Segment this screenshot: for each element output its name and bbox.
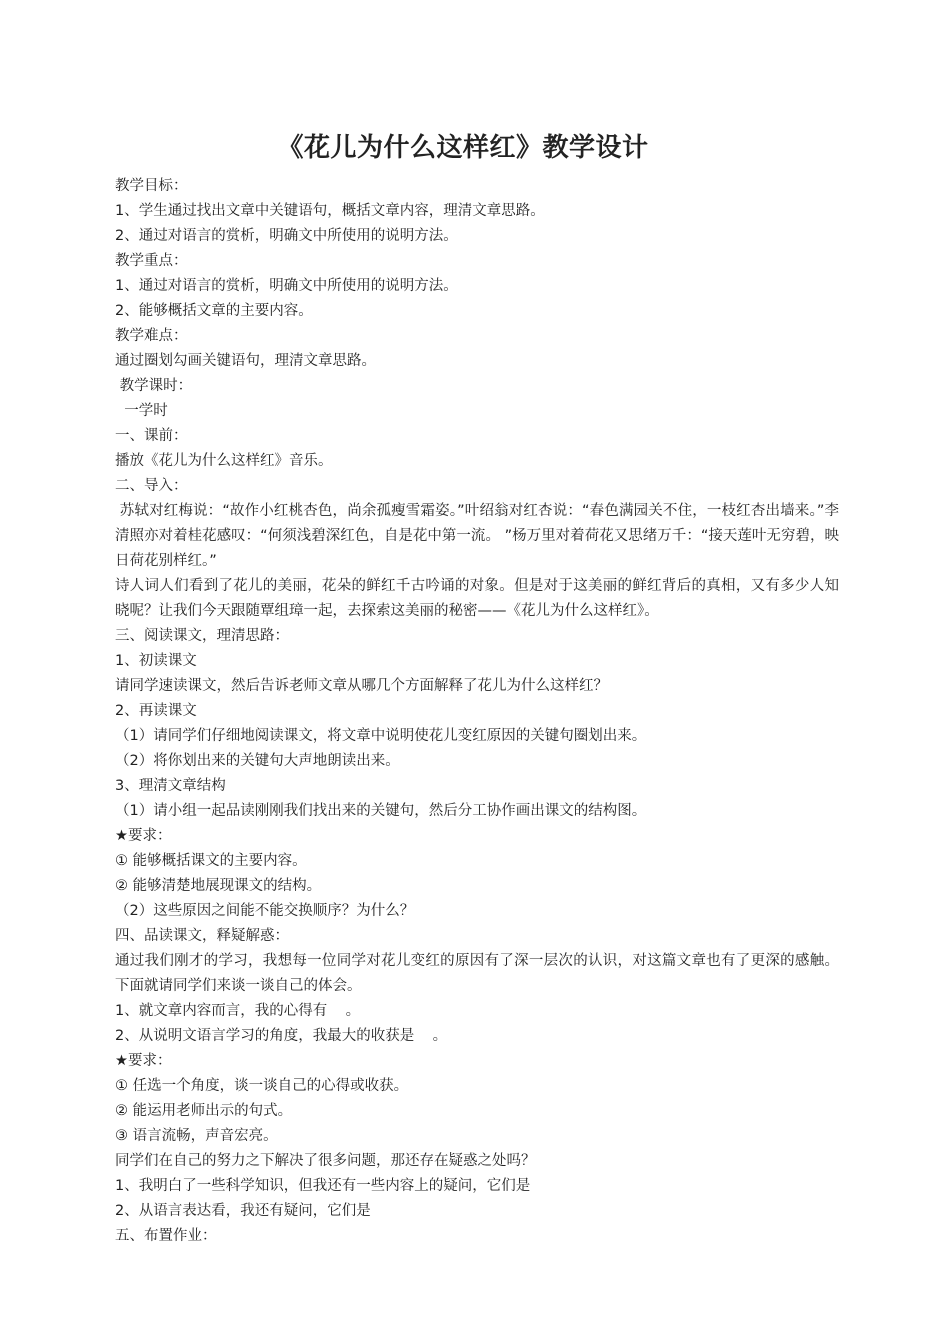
requirement-item: ① 任选一个角度，谈一谈自己的心得或收获。 <box>115 1078 409 1094</box>
objective-item: 2、通过对语言的赏析，明确文中所使用的说明方法。 <box>115 228 458 244</box>
document-title: 《花儿为什么这样红》教学设计 <box>277 133 649 163</box>
step-heading-reading: 三、阅读课文，理清思路： <box>115 628 289 644</box>
introduction-paragraph: 苏轼对红梅说：“故作小红桃杏色，尚余孤瘦雪霜姿。”叶绍翁对红杏说：“春色满园关不住，一枝红杏出墙来。”李清照亦对着桂花感叹：“何须浅碧深红色，自是花中第一流。 ”杨万里对着荷花又思绪万千：“接天莲叶无穷碧，映日荷花别样红。” <box>115 503 840 569</box>
key-point-item: 1、通过对语言的赏析，明确文中所使用的说明方法。 <box>115 278 458 294</box>
requirement-item: ② 能运用老师出示的句式。 <box>115 1103 293 1119</box>
step-heading-introduction: 二、导入： <box>115 478 188 494</box>
requirement-item: ② 能够清楚地展现课文的结构。 <box>115 878 322 894</box>
step-item: 请同学速读课文，然后告诉老师文章从哪几个方面解释了花儿为什么这样红？ <box>115 678 608 694</box>
objective-item: 1、学生通过找出文章中关键语句，概括文章内容，理清文章思路。 <box>115 203 545 219</box>
sub-heading: 3、理清文章结构 <box>115 778 226 794</box>
step-item: 同学们在自己的努力之下解决了很多问题，那还存在疑惑之处吗？ <box>115 1153 536 1169</box>
step-item: （1）请同学们仔细地阅读课文，将文章中说明使花儿变红原因的关键句圈划出来。 <box>115 728 647 744</box>
sub-heading: 2、再读课文 <box>115 703 197 719</box>
step-heading-pre-class: 一、课前： <box>115 428 188 444</box>
introduction-paragraph: 诗人词人们看到了花儿的美丽，花朵的鲜红千古吟诵的对象。但是对于这美丽的鲜红背后的真相，又有多少人知晓呢？让我们今天跟随覃组璋一起，去探索这美丽的秘密——《花儿为什么这样红》。 <box>115 578 839 619</box>
close-reading-paragraph: 通过我们刚才的学习，我想每一位同学对花儿变红的原因有了深一层次的认识，对这篇文章也有了更深的感触。下面就请同学们来谈一谈自己的体会。 <box>115 953 839 994</box>
requirement-heading: ★要求： <box>115 828 172 844</box>
step-heading-close-reading: 四、品读课文，释疑解惑： <box>115 928 289 944</box>
section-heading-difficulties: 教学难点： <box>115 328 188 344</box>
difficulty-item: 通过圈划勾画关键语句，理清文章思路。 <box>115 353 376 369</box>
step-item: （2）这些原因之间能不能交换顺序？为什么？ <box>115 903 415 919</box>
requirement-heading: ★要求： <box>115 1053 172 1069</box>
key-point-item: 2、能够概括文章的主要内容。 <box>115 303 313 319</box>
step-item: （1）请小组一起品读刚刚我们找出来的关键句，然后分工协作画出课文的结构图。 <box>115 803 647 819</box>
section-heading-key-points: 教学重点： <box>115 253 188 269</box>
step-item: 2、从语言表达看，我还有疑问，它们是 <box>115 1203 371 1219</box>
step-heading-homework: 五、布置作业： <box>115 1228 217 1244</box>
requirement-item: ① 能够概括课文的主要内容。 <box>115 853 307 869</box>
step-item: 1、我明白了一些科学知识，但我还有一些内容上的疑问，它们是 <box>115 1178 531 1194</box>
step-item: （2）将你划出来的关键句大声地朗读出来。 <box>115 753 400 769</box>
document-body <box>115 174 839 1249</box>
step-item: 2、从说明文语言学习的角度，我最大的收获是 。 <box>115 1028 448 1044</box>
requirement-item: ③ 语言流畅，声音宏亮。 <box>115 1128 278 1144</box>
sub-heading: 1、初读课文 <box>115 653 197 669</box>
class-hours-value: 一学时 <box>115 403 168 419</box>
section-heading-objectives: 教学目标： <box>115 178 188 194</box>
step-item: 1、就文章内容而言，我的心得有 。 <box>115 1003 361 1019</box>
step-item: 播放《花儿为什么这样红》音乐。 <box>115 453 333 469</box>
section-heading-class-hours: 教学课时： <box>115 378 193 394</box>
